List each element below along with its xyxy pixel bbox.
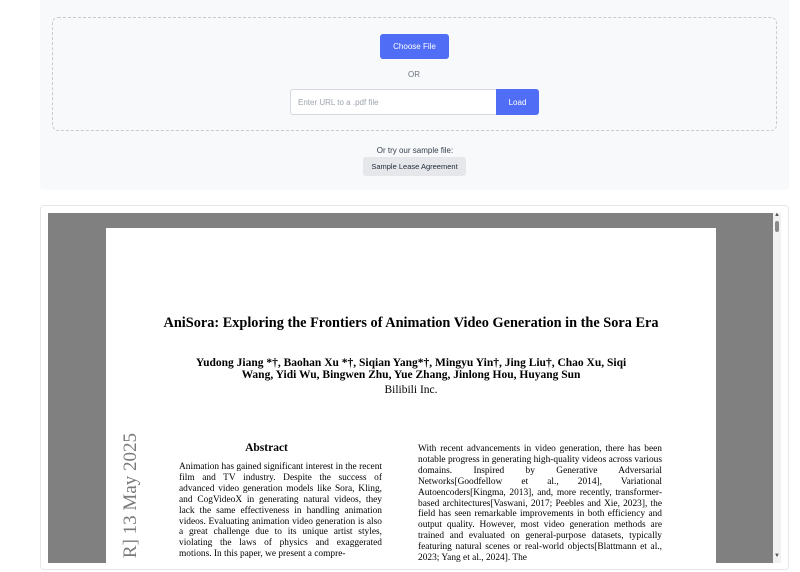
arxiv-stamp: R] 13 May 2025 [120, 433, 141, 559]
triangle-down-icon[interactable]: ▼ [774, 553, 780, 559]
introduction-text: With recent advancements in video generation, there has been notable progress in generating high-quality videos across various domains. Inspired by Generative Adversarial Networks[Goodfellow et al., 2014], Variational Autoencoders[Kingma, 2013], and, more recently, transformer-based architectures[Vaswani, 2017; Peebles and Xie, 2023], the field has seen remarkable improvements in both efficiency and output quality. However, most video generation methods are trained and evaluated on general-purpose datasets, typically featuring natural scenes or real-world objects[Blattmann et al., 2023; Yang et al., 2024]. The [418, 444, 662, 563]
choose-file-button[interactable]: Choose File [380, 34, 449, 59]
abstract-text: Animation has gained significant interest in the recent film and TV industry. Despite the success of advanced video generation models like Sora, Kling, and CogVideoX in generating natural videos, they lack the same effectiveness in handling animation videos. Evaluating animation video generation is also a great challenge due to its unique artist styles, violating the laws of physics and exaggerated motions. In this paper, we present a compre- [179, 462, 382, 560]
scrollbar-thumb[interactable] [775, 221, 779, 232]
triangle-up-icon[interactable]: ▲ [774, 212, 780, 218]
pdf-viewer-canvas[interactable] [48, 213, 773, 563]
authors-line-2: Wang, Yidi Wu, Bingwen Zhu, Yue Zhang, Jinlong Hou, Huyang Sun [241, 369, 581, 381]
load-button[interactable]: Load [496, 89, 539, 115]
pdf-page [106, 228, 716, 563]
paper-title: AniSora: Exploring the Frontiers of Animation Video Generation in the Sora Era [163, 315, 659, 331]
paper-authors [166, 357, 656, 381]
sample-file-prompt: Or try our sample file: [376, 146, 454, 155]
or-separator: OR [408, 70, 420, 79]
authors-line-1: Yudong Jiang *†, Baohan Xu *†, Siqian Yang*†, Mingyu Yin†, Jing Liu†, Chao Xu, Siqi [195, 357, 627, 369]
viewer-scrollbar[interactable] [773, 213, 781, 563]
pdf-url-input[interactable]: Enter URL to a .pdf file [290, 89, 497, 115]
sample-lease-agreement-button[interactable]: Sample Lease Agreement [363, 157, 466, 176]
abstract-heading: Abstract [245, 442, 288, 454]
paper-affiliation: Bilibili Inc. [384, 384, 438, 396]
